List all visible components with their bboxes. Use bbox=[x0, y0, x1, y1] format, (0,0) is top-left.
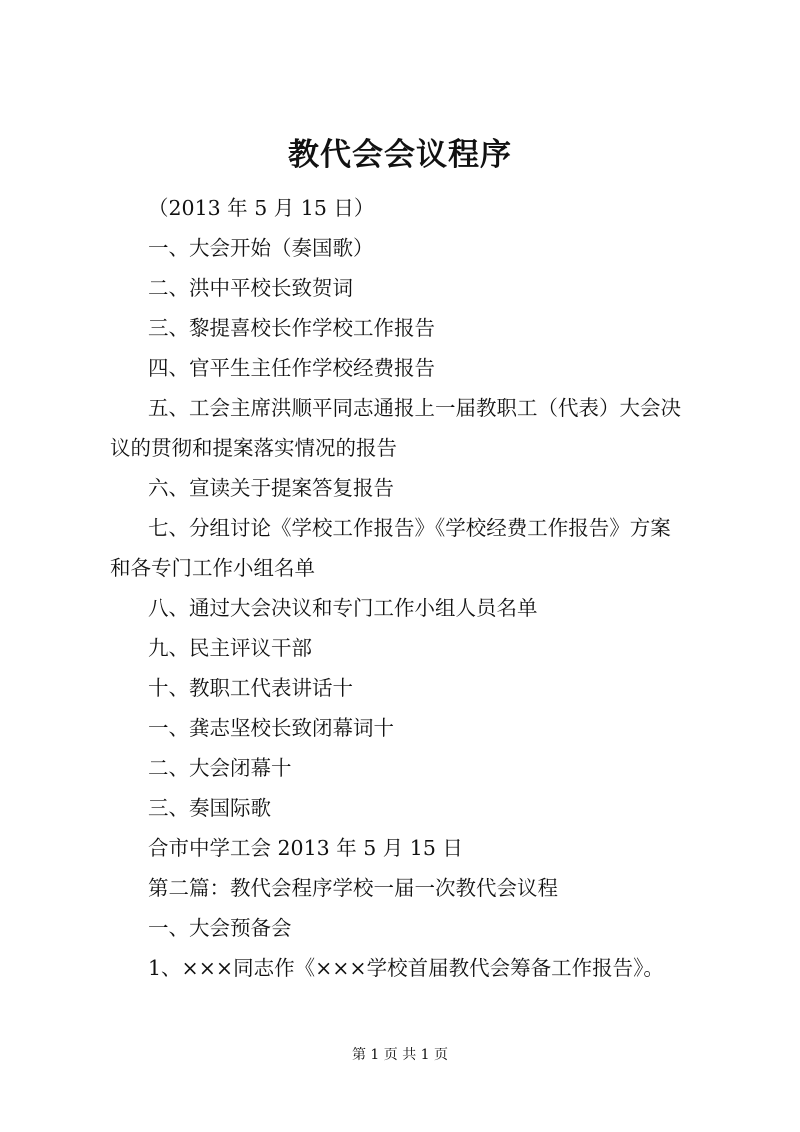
document-title: 教代会会议程序 bbox=[288, 137, 512, 173]
agenda-item-continuation: 议的贯彻和提案落实情况的报告 bbox=[110, 436, 397, 460]
agenda-item-continuation: 和各专门工作小组名单 bbox=[110, 556, 315, 580]
agenda-item: 十、教职工代表讲话十 bbox=[148, 676, 353, 700]
agenda-item: 八、通过大会决议和专门工作小组人员名单 bbox=[148, 596, 538, 620]
meeting-date: （2013 年 5 月 15 日） bbox=[148, 196, 375, 220]
agenda-item: 1、×××同志作《×××学校首届教代会筹备工作报告》。 bbox=[148, 956, 664, 980]
signature-line: 合市中学工会 2013 年 5 月 15 日 bbox=[148, 836, 463, 860]
agenda-item: 九、民主评议干部 bbox=[148, 636, 312, 660]
agenda-item: 四、官平生主任作学校经费报告 bbox=[148, 356, 435, 380]
agenda-item: 二、大会闭幕十 bbox=[148, 756, 292, 780]
agenda-item: 五、工会主席洪顺平同志通报上一届教职工（代表）大会决 bbox=[148, 396, 681, 420]
document-body bbox=[110, 188, 710, 988]
agenda-item: 一、大会预备会 bbox=[148, 916, 292, 940]
agenda-item: 三、奏国际歌 bbox=[148, 796, 271, 820]
agenda-item: 六、宣读关于提案答复报告 bbox=[148, 476, 394, 500]
agenda-item: 一、大会开始（奏国歌） bbox=[148, 236, 374, 260]
agenda-item: 三、黎提喜校长作学校工作报告 bbox=[148, 316, 435, 340]
agenda-item: 一、龚志坚校长致闭幕词十 bbox=[148, 716, 394, 740]
page-footer: 第 1 页 共 1 页 bbox=[351, 1047, 449, 1063]
agenda-item: 二、洪中平校长致贺词 bbox=[148, 276, 353, 300]
agenda-item: 七、分组讨论《学校工作报告》《学校经费工作报告》方案 bbox=[148, 516, 671, 540]
section-heading: 第二篇：教代会程序学校一届一次教代会议程 bbox=[148, 876, 558, 900]
